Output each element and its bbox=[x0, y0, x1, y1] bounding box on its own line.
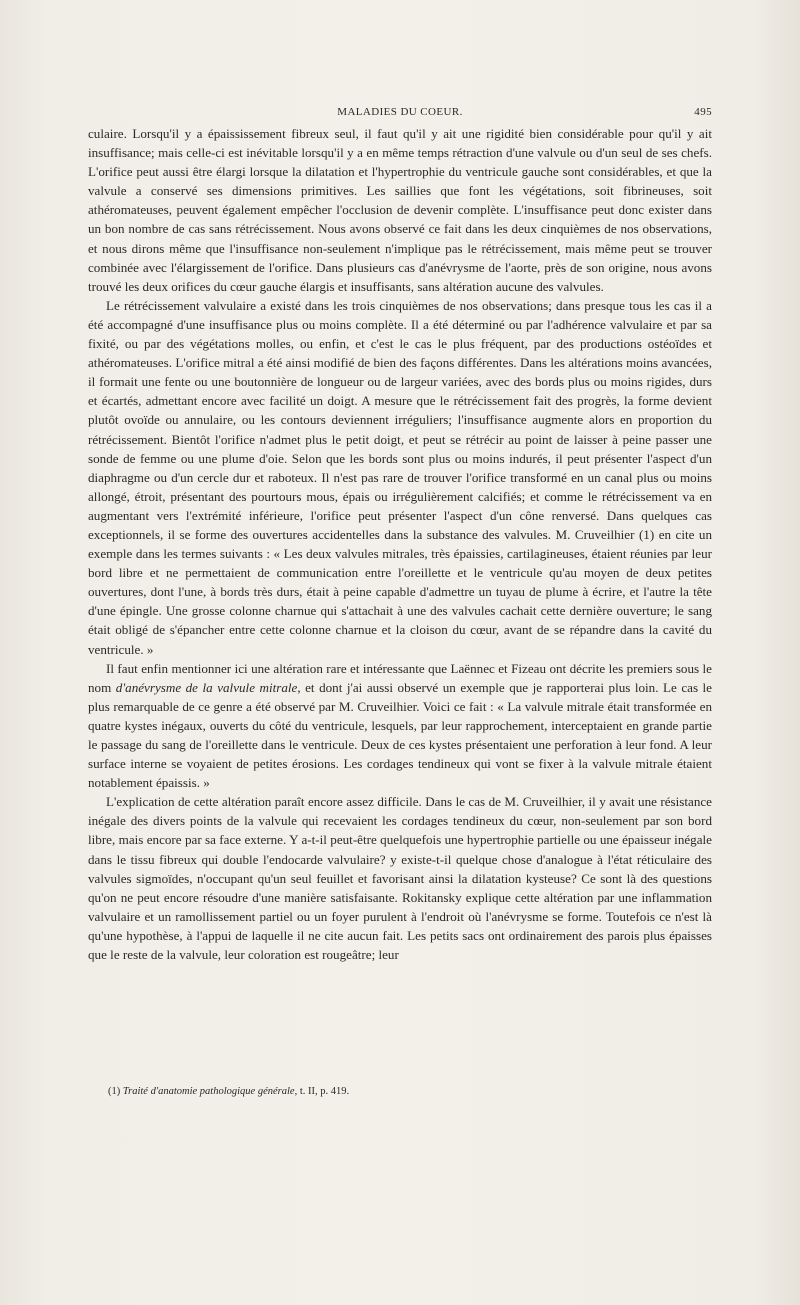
body-text bbox=[88, 124, 712, 964]
paragraph bbox=[88, 792, 712, 964]
running-head bbox=[88, 106, 712, 122]
paragraph bbox=[88, 296, 712, 659]
footnote-reference: Traité d'anatomie pathologique générale bbox=[122, 1086, 295, 1097]
footnote bbox=[108, 1085, 712, 1099]
footnote-marker: (1) bbox=[108, 1086, 121, 1097]
italic-text: d'anévrysme de la valvule mitrale bbox=[115, 679, 298, 695]
paragraph bbox=[88, 659, 712, 793]
footnote-suffix: , t. II, p. 419. bbox=[294, 1086, 350, 1097]
paragraph-text: Il faut enfin mentionner ici une altération rare et intéressante que Laënnec et Fizeau ont décrite les premiers sous le nom bbox=[88, 660, 712, 695]
paragraph-text: L'explication de cette altération paraît encore assez difficile. Dans le cas de M. Cruveilhier, il y avait une résistance inégale des divers points de la valvule qui recevaient les cordages tendineux du cœur, non-seulement par son bord libre, mais encore par sa face externe. Y a-t-il peut-être quelquefois une hypertrophie partielle ou une épaisseur inégale dans le tissu fibreux qui double l'endocarde valvulaire? y existe-t-il quelque chose d'analogue à l'état réticulaire des valvules sigmoïdes, n'occupant qu'un seul feuillet et favorisant ainsi la dilatation kysteuse? Ce sont là des questions qu'on ne peut encore résoudre d'une manière satisfaisante. Rokitansky explique cette altération par une inflammation valvulaire et un ramollissement partiel ou un foyer purulent à l'endroit où l'anévrysme se forme. Toutefois ce n'est là qu'une hypothèse, à l'appui de laquelle il ne cite aucun fait. Les petits sacs ont ordinairement des parois plus épaisses que le reste de la valvule, leur coloration est rougeâtre; leur bbox=[88, 794, 712, 963]
paragraph-text: , et dont j'ai aussi observé un exemple que je rapporterai plus loin. Le cas le plus remarquable de ce genre a été observé par M. Cruveilhier. Voici ce fait : « La valvule mitrale était transformée en quatre kystes inégaux, ouverts du côté du ventricule, lesquels, par leur rapprochement, interceptaient en grande partie le passage du sang de l'oreillette dans le ventricule. Deux de ces kystes présentaient une perforation à leur fond. A leur surface interne se voyaient de petites érosions. Les cordages tendineux qui vont se fixer à la valvule mitrale étaient notablement épaissis. » bbox=[88, 679, 712, 791]
chapter-title: MALADIES DU COEUR. bbox=[337, 106, 463, 118]
paragraph bbox=[88, 124, 712, 296]
page-number: 495 bbox=[694, 106, 712, 118]
paragraph-text: culaire. Lorsqu'il y a épaississement fibreux seul, il faut qu'il y ait une rigidité bien considérable pour qu'il y ait insuffisance; mais celle-ci est inévitable lorsqu'il y a en même temps rétraction d'une valvule ou d'un seul de ses chefs. L'orifice peut aussi être élargi lorsque la dilatation et l'hypertrophie du ventricule gauche sont considérables, et que la valvule a conservé ses dimensions primitives. Les saillies que font les végétations, soit fibrineuses, soit athéromateuses, peuvent également empêcher l'occlusion de devenir complète. L'insuffisance peut donc exister dans un bon nombre de cas sans rétrécissement. Nous avons observé ce fait dans les deux cinquièmes de nos observations, et nous dirons même que l'insuffisance non-seulement n'implique pas le rétrécissement, mais même peut se trouver combinée avec l'élargissement de l'orifice. Dans plusieurs cas d'anévrysme de l'aorte, près de son origine, nous avons trouvé les deux orifices du cœur gauche élargis et insuffisants, sans altération aucune des valvules. bbox=[88, 126, 712, 294]
paragraph-text: Le rétrécissement valvulaire a existé dans les trois cinquièmes de nos observations; dans presque tous les cas il a été accompagné d'une insuffisance plus ou moins complète. Il a été déterminé ou par l'adhérence valvulaire et par sa fixité, ou par des végétations molles, ou enfin, et c'est le cas le plus fréquent, par des productions ostéoïdes et athéromateuses. L'orifice mitral a été ainsi modifié de bien des façons différentes. Dans les altérations moins avancées, il formait une fente ou une boutonnière de longueur ou de largeur variées, avec des bords plus ou moins rigides, durs et écartés, admettant encore avec facilité un doigt. A mesure que le rétrécissement fait des progrès, la forme devient plutôt ovoïde ou annulaire, ou les contours deviennent irréguliers; l'insuffisance augmente alors en proportion du rétrécissement. Bientôt l'orifice n'admet plus le petit doigt, et peut se rétrécir au point de laisser à peine passer une sonde de femme ou une plume d'oie. Selon que les bords sont plus ou moins indurés, il peut présenter l'aspect d'un diaphragme ou d'un cercle dur et raboteux. Il n'est pas rare de trouver l'orifice transformé en un canal plus ou moins allongé, étroit, présentant des pourtours mous, épais ou irrégulièrement calcifiés; et comme le rétrécissement va en augmentant vers l'extrémité inférieure, l'orifice peut présenter l'aspect d'un cône renversé. Dans quelques cas exceptionnels, il se forme des ouvertures accidentelles dans la substance des valvules. M. Cruveilhier (1) en cite un exemple dans les termes suivants : « Les deux valvules mitrales, très épaissies, cartilagineuses, étaient réunies par leur bord libre et ne permettaient de communication entre l'oreillette et le ventricule qu'au moyen de deux petites ouvertures, dont l'une, à bords très durs, était à peine capable d'admettre un tuyau de plume à écrire, et l'autre la tête d'une épingle. Une grosse colonne charnue qui s'attachait à une des valvules cachait cette dernière ouverture; le sang était obligé de s'épancher entre cette colonne charnue et la cloison du cœur, avant de se répandre dans la cavité du ventricule. » bbox=[88, 297, 712, 657]
